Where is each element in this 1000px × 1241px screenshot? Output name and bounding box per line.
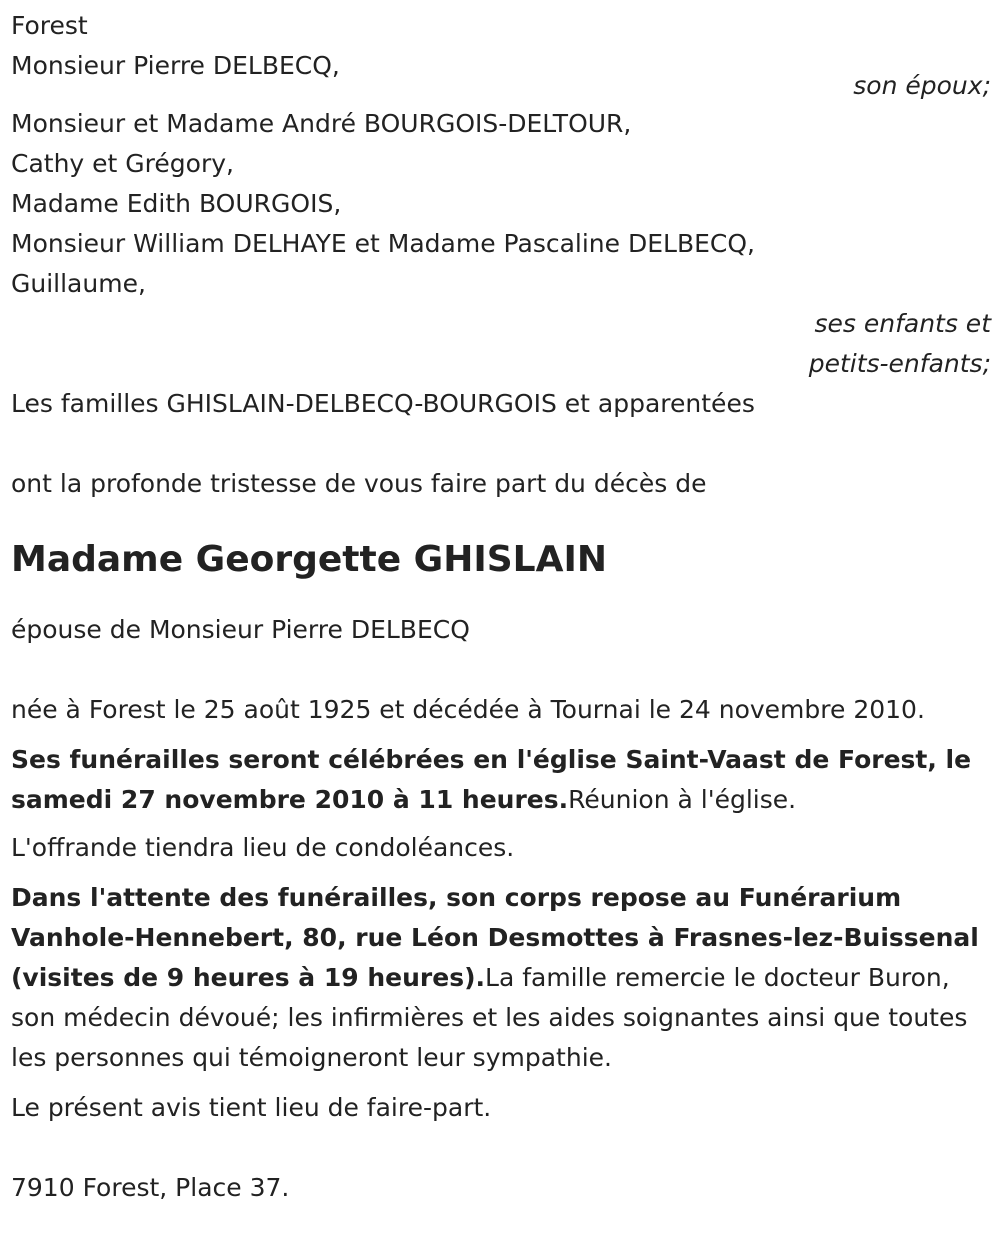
spouse-relation: son époux; xyxy=(853,71,991,100)
deceased-name: Madame Georgette GHISLAIN xyxy=(11,539,607,580)
birth-death-line: née à Forest le 25 août 1925 et décédée à Tournai le 24 novembre 2010. xyxy=(11,695,925,724)
families-line: Les familles GHISLAIN-DELBECQ-BOURGOIS et apparentées xyxy=(11,389,755,418)
children-relation-line1: ses enfants et xyxy=(814,309,991,338)
children-list xyxy=(11,104,991,304)
obituary-notice xyxy=(11,6,991,1208)
child-line: Madame Edith BOURGOIS, xyxy=(11,189,342,218)
place-header: Forest xyxy=(11,11,88,40)
funeral-details: Ses funérailles seront célébrées en l'église Saint-Vaast de Forest, le samedi 27 novembre 2010 à 11 heures. xyxy=(11,745,972,814)
notice-line: Le présent avis tient lieu de faire-part. xyxy=(11,1093,492,1122)
child-line: Cathy et Grégory, xyxy=(11,149,234,178)
funeral-paragraph xyxy=(11,740,991,820)
spouse-name: Monsieur Pierre DELBECQ, xyxy=(11,51,340,80)
announcement-line: ont la profonde tristesse de vous faire part du décès de xyxy=(11,469,707,498)
funerarium-paragraph xyxy=(11,878,991,1078)
child-line: Monsieur William DELHAYE et Madame Pascaline DELBECQ, xyxy=(11,229,755,258)
funeral-gathering: Réunion à l'église. xyxy=(568,785,797,814)
offering-line: L'offrande tiendra lieu de condoléances. xyxy=(11,833,515,862)
address-line: 7910 Forest, Place 37. xyxy=(11,1173,290,1202)
deceased-spouse: épouse de Monsieur Pierre DELBECQ xyxy=(11,615,470,644)
funerarium-details: Dans l'attente des funérailles, son corps repose au Funérarium Vanhole-Hennebert, 80, rue Léon Desmottes à Frasnes-lez-Buissenal (visites de 9 heures à 19 heures). xyxy=(11,883,979,992)
child-line: Guillaume, xyxy=(11,269,146,298)
children-relation-line2: petits-enfants; xyxy=(808,349,991,378)
thanks-text: La famille remercie le docteur Buron, son médecin dévoué; les infirmières et les aides soignantes ainsi que toutes les personnes qui témoigneront leur sympathie. xyxy=(11,963,968,1072)
child-line: Monsieur et Madame André BOURGOIS-DELTOUR, xyxy=(11,109,632,138)
